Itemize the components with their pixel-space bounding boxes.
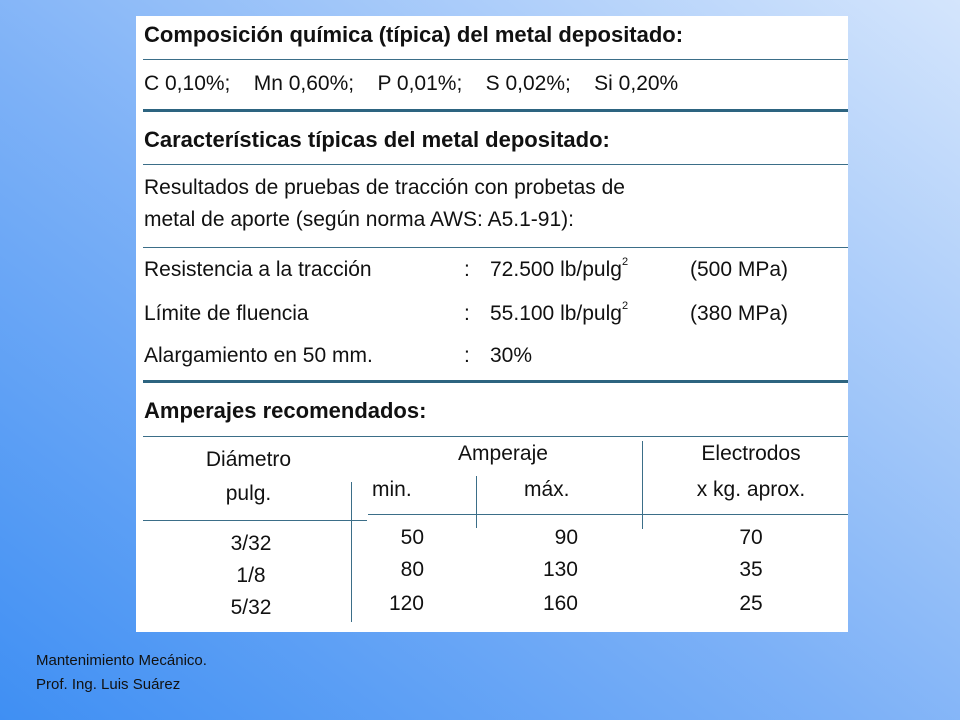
divider bbox=[143, 436, 848, 437]
table-vline-min-max bbox=[476, 476, 477, 528]
table-header-rule-left bbox=[143, 520, 367, 521]
property-label: Límite de fluencia bbox=[144, 302, 309, 325]
table-header-rule-right bbox=[368, 514, 848, 515]
header-diameter-unit: pulg. bbox=[225, 482, 272, 505]
cell-min: 80 bbox=[400, 558, 424, 581]
composition-values: C 0,10%; Mn 0,60%; P 0,01%; S 0,02%; Si 0,20% bbox=[144, 72, 679, 95]
characteristics-title: Características típicas del metal depositado: bbox=[144, 127, 610, 152]
property-separator: : bbox=[464, 344, 470, 367]
header-electrodes-unit: x kg. aprox. bbox=[696, 478, 806, 501]
header-diameter: Diámetro bbox=[205, 448, 292, 471]
property-label: Alargamiento en 50 mm. bbox=[144, 344, 373, 367]
cell-diameter: 5/32 bbox=[230, 596, 272, 619]
cell-max: 130 bbox=[542, 558, 578, 581]
description-line-1: Resultados de pruebas de tracción con probetas de bbox=[144, 176, 625, 199]
footer-course: Mantenimiento Mecánico. bbox=[36, 652, 207, 669]
superscript: 2 bbox=[621, 300, 629, 312]
cell-max: 160 bbox=[542, 592, 578, 615]
divider bbox=[143, 247, 848, 248]
section-divider bbox=[143, 380, 848, 383]
header-electrodes: Electrodos bbox=[701, 442, 801, 465]
footer-author: Prof. Ing. Luis Suárez bbox=[36, 676, 181, 693]
cell-min: 50 bbox=[400, 526, 424, 549]
composition-title: Composición química (típica) del metal depositado: bbox=[144, 22, 684, 47]
header-max: máx. bbox=[524, 478, 570, 501]
cell-electrodes: 70 bbox=[739, 526, 763, 549]
description-line-2: metal de aporte (según norma AWS: A5.1-91): bbox=[144, 208, 574, 231]
property-value: 55.100 lb/pulg$^2$ bbox=[490, 300, 629, 325]
header-amperage: Amperaje bbox=[458, 442, 548, 465]
cell-max: 90 bbox=[554, 526, 578, 549]
divider bbox=[143, 59, 848, 60]
property-separator: : bbox=[464, 302, 470, 325]
table-vline-diameter bbox=[351, 482, 352, 622]
superscript: 2 bbox=[621, 256, 629, 268]
cell-diameter: 1/8 bbox=[236, 564, 266, 587]
amperages-title: Amperajes recomendados: bbox=[144, 398, 427, 423]
divider bbox=[143, 164, 848, 165]
table-vline-electrodes bbox=[642, 441, 643, 529]
cell-diameter: 3/32 bbox=[230, 532, 272, 555]
cell-min: 120 bbox=[388, 592, 424, 615]
property-separator: : bbox=[464, 258, 470, 281]
section-divider bbox=[143, 109, 848, 112]
header-min: min. bbox=[372, 478, 412, 501]
cell-electrodes: 25 bbox=[739, 592, 763, 615]
property-value: 72.500 lb/pulg$^2$ bbox=[490, 256, 629, 281]
property-value: 30% bbox=[490, 344, 533, 367]
property-extra: (500 MPa) bbox=[690, 258, 789, 281]
property-extra: (380 MPa) bbox=[690, 302, 789, 325]
spec-panel bbox=[136, 16, 848, 632]
cell-electrodes: 35 bbox=[739, 558, 763, 581]
property-label: Resistencia a la tracción bbox=[144, 258, 372, 281]
